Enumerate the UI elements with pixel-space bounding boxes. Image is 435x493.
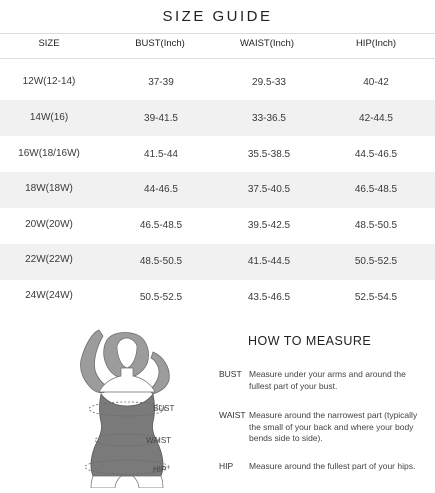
cell-waist: 29.5-33 bbox=[252, 77, 286, 88]
cell-hip: 42-44.5 bbox=[359, 113, 393, 124]
table-row bbox=[0, 63, 435, 99]
table-row bbox=[0, 208, 435, 244]
cell-size: 18W(18W) bbox=[25, 183, 73, 194]
header-divider bbox=[0, 58, 435, 59]
cell-hip: 40-42 bbox=[363, 77, 389, 88]
cell-waist: 43.5-46.5 bbox=[247, 292, 291, 303]
cell-size: 24W(24W) bbox=[25, 290, 73, 301]
bust-description: Measure under your arms and around the fullest part of your bust. bbox=[249, 369, 406, 391]
title-divider bbox=[0, 33, 435, 34]
table-row bbox=[0, 244, 435, 280]
cell-size: 16W(18/16W) bbox=[18, 148, 80, 159]
cell-bust: 46.5-48.5 bbox=[139, 220, 183, 231]
cell-size: 22W(22W) bbox=[25, 254, 73, 265]
cell-bust: 37-39 bbox=[148, 77, 174, 88]
page-title: SIZE GUIDE bbox=[162, 8, 273, 25]
header-hip: HIP(Inch) bbox=[355, 38, 397, 49]
cell-bust: 41.5-44 bbox=[144, 149, 178, 160]
cell-waist: 33-36.5 bbox=[252, 113, 286, 124]
cell-waist: 37.5-40.5 bbox=[247, 184, 291, 195]
figure-hip-label: HIP bbox=[153, 465, 167, 474]
cell-bust: 39-41.5 bbox=[144, 113, 178, 124]
cell-hip: 48.5-50.5 bbox=[354, 220, 398, 231]
table-row bbox=[0, 136, 435, 172]
cell-hip: 52.5-54.5 bbox=[354, 292, 398, 303]
body-figure-illustration bbox=[55, 322, 205, 488]
hip-description: Measure around the fullest part of your hips. bbox=[249, 461, 416, 471]
cell-waist: 35.5-38.5 bbox=[247, 149, 291, 160]
cell-size: 12W(12-14) bbox=[22, 76, 76, 87]
figure-waist-label: WAIST bbox=[146, 436, 172, 445]
table-row bbox=[0, 280, 435, 316]
waist-label: WAIST bbox=[219, 410, 246, 420]
cell-size: 20W(20W) bbox=[25, 219, 73, 230]
cell-waist: 41.5-44.5 bbox=[247, 256, 291, 267]
figure-bust-label: BUST bbox=[153, 404, 175, 413]
cell-hip: 46.5-48.5 bbox=[354, 184, 398, 195]
bust-label: BUST bbox=[219, 369, 242, 379]
cell-bust: 44-46.5 bbox=[144, 184, 178, 195]
cell-hip: 44.5-46.5 bbox=[354, 149, 398, 160]
hip-label: HIP bbox=[219, 461, 234, 471]
cell-bust: 48.5-50.5 bbox=[139, 256, 183, 267]
table-row bbox=[0, 172, 435, 208]
how-to-measure-title: HOW TO MEASURE bbox=[248, 334, 372, 348]
waist-description: Measure around the narrowest part (typically the small of your back and where your body bends side to side). bbox=[249, 410, 418, 443]
cell-waist: 39.5-42.5 bbox=[247, 220, 291, 231]
table-row bbox=[0, 100, 435, 136]
cell-size: 14W(16) bbox=[29, 112, 69, 123]
header-bust: BUST(Inch) bbox=[135, 38, 185, 49]
cell-hip: 50.5-52.5 bbox=[354, 256, 398, 267]
cell-bust: 50.5-52.5 bbox=[139, 292, 183, 303]
body-figure-icon bbox=[55, 322, 205, 488]
header-waist: WAIST(Inch) bbox=[239, 38, 295, 49]
header-size: SIZE bbox=[38, 38, 60, 49]
